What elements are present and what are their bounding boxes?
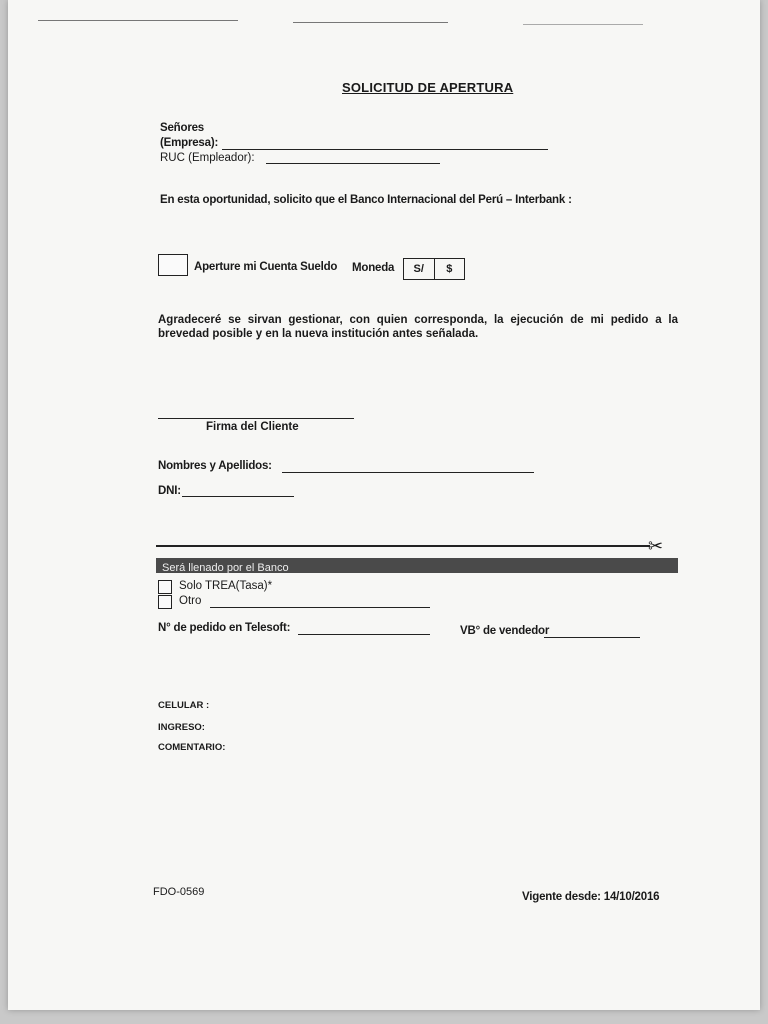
order-field[interactable] — [298, 634, 430, 635]
scan-artifact-line — [293, 22, 448, 23]
vb-label: VB° de vendedor — [460, 625, 550, 637]
other-checkbox[interactable] — [158, 595, 172, 609]
thanks-paragraph: Agradeceré se sirvan gestionar, con quien corresponda, la ejecución de mi pedido a la brevedad posible y en la nueva institución antes señalada. — [158, 314, 678, 340]
addressee-label: Señores — [160, 122, 204, 134]
comment-label: COMENTARIO: — [158, 742, 226, 753]
ruc-field[interactable] — [266, 163, 440, 164]
currency-soles-option[interactable]: S/ — [404, 259, 435, 279]
scan-artifact-line — [38, 20, 238, 21]
trea-checkbox[interactable] — [158, 580, 172, 594]
form-sheet — [8, 0, 760, 1010]
bank-section-header — [156, 558, 678, 573]
currency-dollars-option[interactable]: $ — [446, 263, 453, 275]
bank-section-title: Será llenado por el Banco — [162, 562, 289, 574]
dni-field[interactable] — [182, 496, 294, 497]
currency-selector[interactable] — [403, 258, 465, 280]
scan-artifact-line — [523, 24, 643, 25]
dni-label: DNI: — [158, 485, 181, 497]
cuenta-sueldo-label: Aperture mi Cuenta Sueldo — [194, 261, 338, 273]
trea-label: Solo TREA(Tasa)* — [179, 580, 273, 592]
valid-from: Vigente desde: 14/10/2016 — [522, 891, 660, 903]
signature-line[interactable] — [158, 418, 354, 419]
other-field[interactable] — [210, 607, 430, 608]
cuenta-sueldo-checkbox[interactable] — [158, 254, 188, 276]
cell-label: CELULAR : — [158, 700, 210, 711]
scissors-icon: ✂ — [648, 536, 664, 556]
currency-label: Moneda — [352, 262, 395, 274]
names-field[interactable] — [282, 472, 534, 473]
request-text: En esta oportunidad, solicito que el Banco Internacional del Perú – Interbank : — [160, 194, 572, 206]
order-label: N° de pedido en Telesoft: — [158, 622, 291, 634]
signature-label: Firma del Cliente — [206, 421, 299, 433]
cut-line — [156, 545, 650, 547]
vb-field[interactable] — [544, 637, 640, 638]
company-field[interactable] — [222, 149, 548, 150]
names-label: Nombres y Apellidos: — [158, 460, 272, 472]
income-label: INGRESO: — [158, 722, 205, 733]
form-title: SOLICITUD DE APERTURA — [342, 80, 514, 95]
form-code: FDO-0569 — [153, 886, 205, 898]
other-label: Otro — [179, 595, 202, 607]
ruc-label: RUC (Empleador): — [160, 152, 255, 164]
company-label: (Empresa): — [160, 137, 219, 149]
